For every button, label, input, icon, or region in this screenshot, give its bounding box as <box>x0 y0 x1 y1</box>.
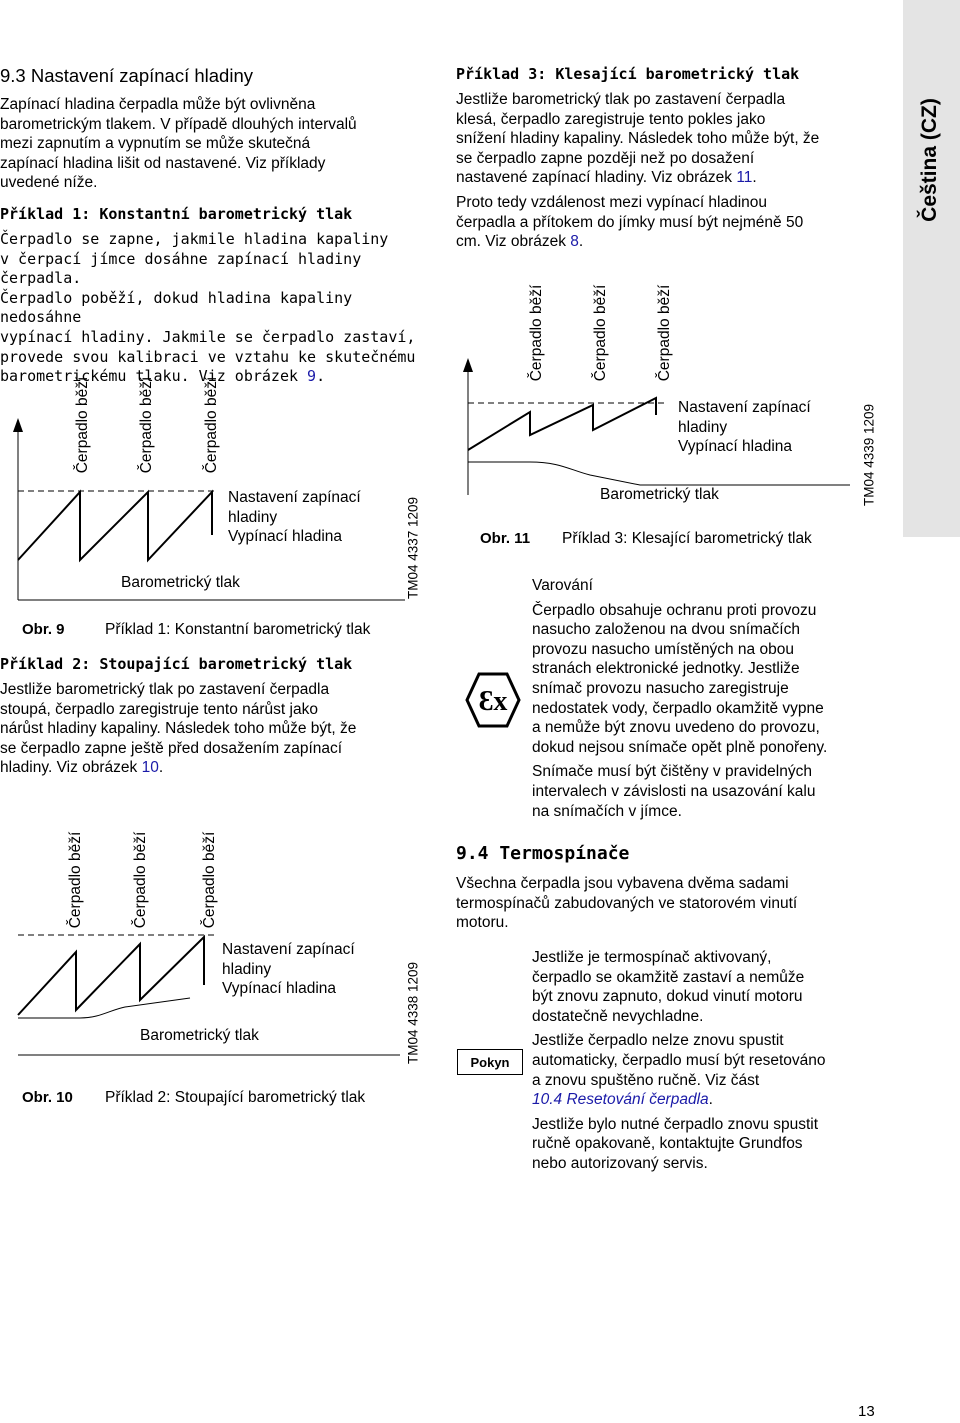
figure-9-caption: Příklad 1: Konstantní barometrický tlak <box>105 621 371 638</box>
start-level-label: Nastavení zapínací hladiny Vypínací hladina <box>678 399 811 455</box>
axis-arrow <box>13 418 23 432</box>
text-line: se čerpadlo zapne ještě před dosažením zapínací <box>0 739 343 757</box>
axis-arrow <box>463 358 473 372</box>
text-line: provozu nasucho umístěných na obou <box>532 640 794 658</box>
text-line: snížení hladiny kapaliny. Následek toho může být, že <box>456 130 820 148</box>
pump-runs-label: Čerpadlo běží <box>67 831 84 929</box>
text-line: zapínací hladina lišit od nastavené. Viz příklady <box>0 154 326 172</box>
figure-10-number: Obr. 10 <box>22 1089 73 1106</box>
text-line: čerpadla a přítokem do jímky musí být nejméně 50 <box>456 213 804 231</box>
text-line: nebo autorizovaný servis. <box>532 1154 708 1172</box>
pump-runs-label: Čerpadlo běží <box>592 284 609 382</box>
text-line: Jestliže bylo nutné čerpadlo znovu spustit <box>532 1115 819 1133</box>
baro-line <box>468 462 850 485</box>
thermo-paragraph <box>456 874 876 933</box>
warning-title: Varování <box>532 577 593 594</box>
text-line: Jestliže je termospínač aktivovaný, <box>532 949 772 966</box>
figure-9-number: Obr. 9 <box>22 621 65 638</box>
pump-runs-label: Čerpadlo běží <box>528 284 545 382</box>
text-line: ručně opakovaně, kontaktujte Grundfos <box>532 1135 803 1153</box>
pump-runs-label: Čerpadlo běží <box>656 284 673 382</box>
text-line: čerpadlo se okamžitě zastaví a nemůže <box>532 968 805 986</box>
text-line: Jestliže barometrický tlak po zastavení čerpadla <box>0 681 330 698</box>
note-block <box>532 948 887 1174</box>
text-line: stoupá, čerpadlo zaregistruje tento nárůst jako <box>0 700 318 718</box>
text-line: Čerpadlo poběží, dokud hladina kapaliny nedosáhne <box>0 288 353 327</box>
section-heading-9-3: 9.3 Nastavení zapínací hladiny <box>0 65 253 86</box>
tm-code: TM04 4339 1209 <box>861 403 877 507</box>
text-line: nasucho založenou na dvou snímačích <box>532 621 800 639</box>
text-line: vypínací hladiny. Jakmile se čerpadlo zastaví, <box>0 327 416 346</box>
barometric-label: Barometrický tlak <box>600 486 719 503</box>
start-level-label: Nastavení zapínací hladiny Vypínací hladina <box>228 489 361 545</box>
intro-paragraph <box>0 95 420 193</box>
text-line: mezi zapnutím a vypnutím se může skutečná <box>0 135 311 153</box>
text-line: a znovu spuštěno ručně. Viz část <box>532 1071 760 1089</box>
text-punct: . <box>708 1091 713 1109</box>
pump-runs-label: Čerpadlo běží <box>138 376 155 474</box>
baro-line <box>18 998 190 1018</box>
text-line: Jestliže barometrický tlak po zastavení čerpadla <box>456 91 786 108</box>
text-line: termospínačů zabudovaných ve statorovém vinutí <box>456 894 798 912</box>
text-line: na snímačích v jímce. <box>532 802 682 820</box>
text-line: barometrickému tlaku. Viz obrázek <box>0 367 308 386</box>
level-sawtooth <box>18 492 212 560</box>
figure-8-link[interactable]: 8 <box>570 233 579 251</box>
section-heading-9-4: 9.4 Termospínače <box>456 843 630 864</box>
tm-code: TM04 4338 1209 <box>405 961 421 1065</box>
example-2-heading: Příklad 2: Stoupající barometrický tlak <box>0 655 353 673</box>
text-line: automaticky, čerpadlo musí být resetováno <box>532 1051 826 1069</box>
text-line: nastavené zapínací hladiny. Viz obrázek <box>456 169 737 187</box>
text-line: Čerpadlo obsahuje ochranu proti provozu <box>532 601 817 619</box>
barometric-label: Barometrický tlak <box>140 1027 259 1044</box>
svg-text:Ɛx: Ɛx <box>478 686 508 717</box>
text-line: motoru. <box>456 914 509 932</box>
text-punct: . <box>752 169 757 187</box>
text-line: Čerpadlo se zapne, jakmile hladina kapaliny <box>0 230 389 248</box>
text-line: nedostatek vody, čerpadlo okamžitě vypne <box>532 699 824 717</box>
text-punct: . <box>316 367 326 386</box>
pump-runs-label: Čerpadlo běží <box>132 831 149 929</box>
figure-11-number: Obr. 11 <box>480 530 531 547</box>
start-level-label: Nastavení zapínací hladiny Vypínací hladina <box>222 941 355 997</box>
pump-runs-label: Čerpadlo běží <box>203 376 220 474</box>
text-punct: . <box>158 759 164 777</box>
text-line: cm. Viz obrázek <box>456 233 571 251</box>
example-1-heading: Příklad 1: Konstantní barometrický tlak <box>0 205 353 223</box>
text-line: snímač provozu nasucho zaregistruje <box>532 679 789 697</box>
text-line: stranách elektronické jednotky. Jestliže <box>532 660 800 678</box>
warning-block <box>532 576 877 821</box>
text-line: Jestliže čerpadlo nelze znovu spustit <box>532 1032 784 1050</box>
text-line: Proto tedy vzdálenost mezi vypínací hladinou <box>456 193 768 211</box>
level-sawtooth <box>18 937 204 1015</box>
text-punct: . <box>578 233 584 251</box>
text-line: Snímače musí být čištěny v pravidelných <box>532 763 812 781</box>
barometric-label: Barometrický tlak <box>121 574 240 591</box>
text-line: dokud nejsou snímače opět plně ponořeny. <box>532 738 828 756</box>
tm-code: TM04 4337 1209 <box>405 496 421 600</box>
figure-11-link[interactable]: 11 <box>736 169 753 187</box>
language-label: Čeština (CZ) <box>918 98 941 222</box>
example-3-heading: Příklad 3: Klesající barometrický tlak <box>456 65 800 83</box>
figure-10-caption: Příklad 2: Stoupající barometrický tlak <box>105 1089 366 1106</box>
example-3-paragraph <box>456 90 896 252</box>
figure-10-link[interactable]: 10 <box>141 759 159 777</box>
text-line: se čerpadlo zapne později než po dosažení <box>456 149 755 167</box>
level-sawtooth <box>468 398 656 450</box>
text-line: Zapínací hladina čerpadla může být ovlivněna <box>0 96 316 113</box>
figure-11-caption: Příklad 3: Klesající barometrický tlak <box>562 530 812 547</box>
section-10-4-link[interactable]: 10.4 Resetování čerpadla <box>532 1091 709 1109</box>
text-line: uvedené níže. <box>0 174 98 192</box>
text-line: provede svou kalibraci ve vztahu ke skutečnému <box>0 347 416 366</box>
pump-runs-label: Čerpadlo běží <box>74 376 91 474</box>
text-line: dostatečně nevychladne. <box>532 1007 704 1025</box>
text-line: barometrickým tlakem. V případě dlouhých intervalů <box>0 115 357 133</box>
language-side-tab <box>903 0 960 537</box>
text-line: hladiny. Viz obrázek <box>0 759 142 777</box>
page-number: 13 <box>858 1403 875 1420</box>
example-2-paragraph <box>0 680 430 778</box>
text-line: klesá, čerpadlo zaregistruje tento pokles jako <box>456 110 766 128</box>
text-line: a nemůže být znovu uvedeno do provozu, <box>532 719 820 737</box>
ex-hazard-icon <box>457 668 529 732</box>
text-line: nárůst hladiny kapaliny. Následek toho může být, že <box>0 720 357 738</box>
note-badge: Pokyn <box>457 1049 523 1075</box>
text-line: v čerpací jímce dosáhne zapínací hladiny čerpadla. <box>0 249 362 288</box>
pump-runs-label: Čerpadlo běží <box>201 831 218 929</box>
text-line: být znovu zapnuto, dokud vinutí motoru <box>532 988 803 1006</box>
text-line: intervalech v závislosti na usazování kalu <box>532 782 816 800</box>
figure-9-link[interactable]: 9 <box>307 367 317 386</box>
text-line: Všechna čerpadla jsou vybavena dvěma sadami <box>456 875 789 892</box>
